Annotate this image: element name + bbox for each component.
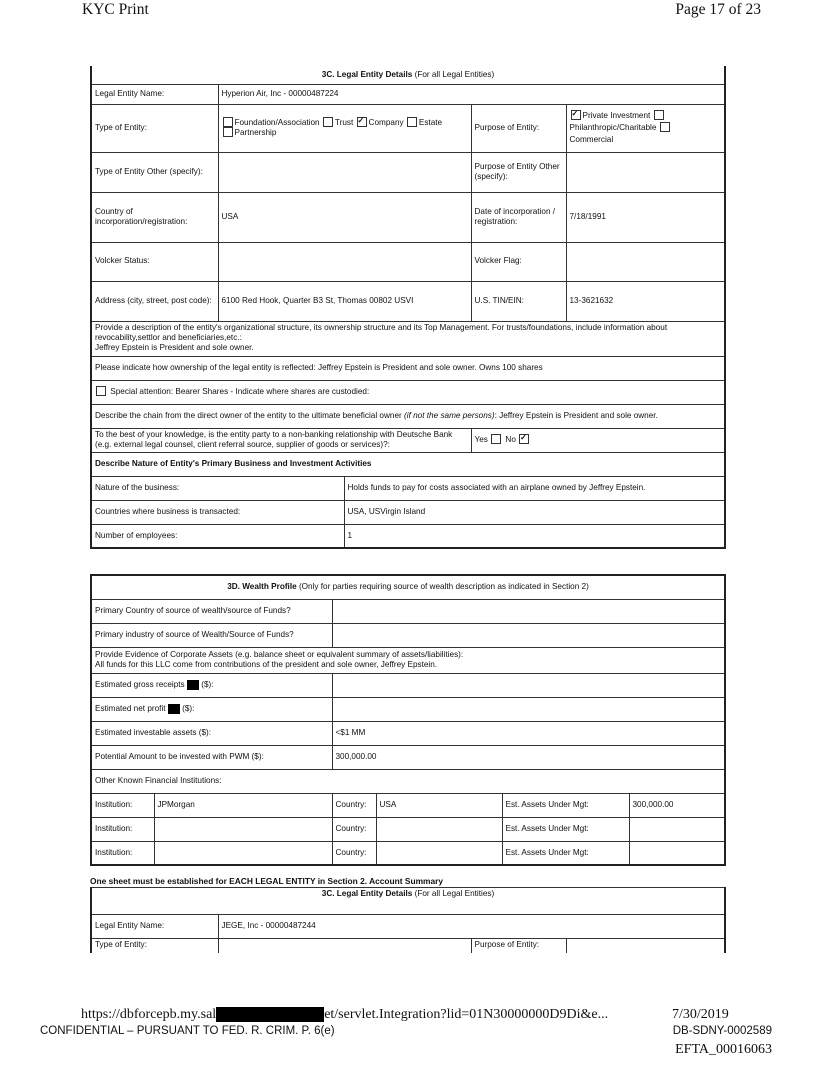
potential-amount-label: Potential Amount to be invested with PWM ($): [91,745,332,769]
checkbox-trust[interactable] [323,117,333,127]
checkbox-company-checked[interactable] [357,117,367,127]
legal-entity-name-value: Hyperion Air, Inc - 00000487224 [218,84,725,104]
type-of-entity-label-2: Type of Entity: [91,939,218,953]
institution-name: JPMorgan [154,793,332,817]
bearer-shares: Special attention: Bearer Shares - Indicate where shares are custodied: [91,380,725,404]
non-banking-answer: Yes No ✓ [471,428,725,452]
tin-label: U.S. TIN/EIN: [471,281,566,321]
nature-label: Nature of the business: [91,476,344,500]
redaction-box [216,1007,324,1022]
confidential-notice: CONFIDENTIAL – PURSUANT TO FED. R. CRIM. P. 6(e) [40,1025,335,1037]
institution-name [154,817,332,841]
countries-value: USA, USVirgin Island [344,500,725,524]
country-label: Country of incorporation/registration: [91,192,218,242]
investable-assets-value: <$1 MM [332,721,725,745]
checkbox-yes[interactable] [491,434,501,444]
legal-entity-name-label: Legal Entity Name: [91,84,218,104]
volcker-flag-value [566,242,725,281]
address-label: Address (city, street, post code): [91,281,218,321]
country-value: USA [218,192,471,242]
legal-entity-details-table-2 [90,887,726,953]
checkbox-foundation[interactable] [223,117,233,127]
checkbox-philanthropic[interactable] [654,110,664,120]
wealth-profile-table [90,574,726,866]
institution-aum [629,817,725,841]
net-profit-value [332,697,725,721]
gross-receipts-value [332,673,725,697]
potential-amount-value: 300,000.00 [332,745,725,769]
institution-row: Institution: Country: Est. Assets Under Mgt: [91,841,725,865]
institution-aum: 300,000.00 [629,793,725,817]
legal-entity-name-label-2: Legal Entity Name: [91,915,218,939]
other-institutions-label: Other Known Financial Institutions: [91,769,725,793]
date-incorporation-value: 7/18/1991 [566,192,725,242]
institution-row: Institution: JPMorgan Country: USA Est. Assets Under Mgt: 300,000.00 [91,793,725,817]
volcker-status-label: Volcker Status: [91,242,218,281]
section-3c-title: 3C. Legal Entity Details (For all Legal Entities) [91,66,725,84]
section-3c-title-2: 3C. Legal Entity Details (For all Legal Entities) [91,888,725,915]
redaction-box [168,704,180,714]
volcker-flag-label: Volcker Flag: [471,242,566,281]
purpose-other-value [566,152,725,192]
org-structure-description: Provide a description of the entity's organizational structure, its ownership structure and its Top Management. For trusts/foundations, include information about revocability,settlor and beneficiaries,etc.: Jeffrey Epstein is President and sole owner. [91,321,725,356]
efta-id: EFTA_00016063 [675,1042,772,1057]
type-other-label: Type of Entity Other (specify): [91,152,218,192]
print-date: 7/30/2019 [672,1007,729,1022]
purpose-other-label: Purpose of Entity Other (specify): [471,152,566,192]
source-country-label: Primary Country of source of wealth/source of Funds? [91,599,332,623]
ownership-reflection: Please indicate how ownership of the legal entity is reflected: Jeffrey Epstein is President and sole owner. Owns 100 shares [91,356,725,380]
checkbox-no-checked[interactable] [519,434,529,444]
institution-name [154,841,332,865]
institution-country [376,841,502,865]
legal-entity-details-table [90,66,726,549]
nature-of-business-header: Describe Nature of Entity's Primary Business and Investment Activities [91,452,725,476]
gross-receipts-label: Estimated gross receipts ($): [91,673,332,697]
source-industry-label: Primary industry of source of Wealth/Source of Funds? [91,623,332,647]
account-summary-note: One sheet must be established for EACH LEGAL ENTITY in Section 2. Account Summary [90,876,444,886]
type-other-value [218,152,471,192]
purpose-of-entity-label: Purpose of Entity: [471,104,566,152]
type-of-entity-label: Type of Entity: [91,104,218,152]
address-value: 6100 Red Hook, Quarter B3 St, Thomas 00802 USVI [218,281,471,321]
legal-entity-name-value-2: JEGE, Inc - 00000487244 [218,915,725,939]
print-header-title: KYC Print [82,1,149,18]
countries-label: Countries where business is transacted: [91,500,344,524]
date-incorporation-label: Date of incorporation / registration: [471,192,566,242]
checkbox-partnership[interactable] [223,127,233,137]
type-of-entity-options: Foundation/Association Trust ✓ Company Estate Partnership [218,104,471,152]
employees-label: Number of employees: [91,524,344,548]
volcker-status-value [218,242,471,281]
checkbox-estate[interactable] [407,117,417,127]
section-3d-title: 3D. Wealth Profile (Only for parties requiring source of wealth description as indicated in Section 2) [91,575,725,599]
corporate-assets-evidence: Provide Evidence of Corporate Assets (e.g. balance sheet or equivalent summary of assets/liabilities): All funds for this LLC come from contributions of the president and sole owner, Jeffrey Epstein. [91,647,725,673]
source-industry-value [332,623,725,647]
redaction-box [187,680,199,690]
net-profit-label: Estimated net profit ($): [91,697,332,721]
checkbox-private-investment-checked[interactable] [571,110,581,120]
institution-country [376,817,502,841]
purpose-of-entity-label-2: Purpose of Entity: [471,939,566,953]
page-number: Page 17 of 23 [675,1,761,18]
document-id: DB-SDNY-0002589 [672,1025,772,1037]
employees-value: 1 [344,524,725,548]
checkbox-commercial[interactable] [660,122,670,132]
tin-value: 13-3621632 [566,281,725,321]
print-url: https://dbforcepb.my.sal et/servlet.Integration?lid=01N30000000D9Di&e... [81,1007,609,1022]
checkbox-bearer-shares[interactable] [96,386,106,396]
source-country-value [332,599,725,623]
institution-row: Institution: Country: Est. Assets Under Mgt: [91,817,725,841]
purpose-of-entity-options: ✓Private Investment Philanthropic/Charitable Commercial [566,104,725,152]
nature-value: Holds funds to pay for costs associated with an airplane owned by Jeffrey Epstein. [344,476,725,500]
ownership-chain: Describe the chain from the direct owner of the entity to the ultimate beneficial owner (if not the same persons): Jeffrey Epstein is President and sole owner. [91,404,725,428]
institution-aum [629,841,725,865]
institution-country: USA [376,793,502,817]
non-banking-question: To the best of your knowledge, is the entity party to a non-banking relationship with Deutsche Bank (e.g. external legal counsel, client referral source, supplier of goods or services)?: [91,428,471,452]
investable-assets-label: Estimated investable assets ($): [91,721,332,745]
